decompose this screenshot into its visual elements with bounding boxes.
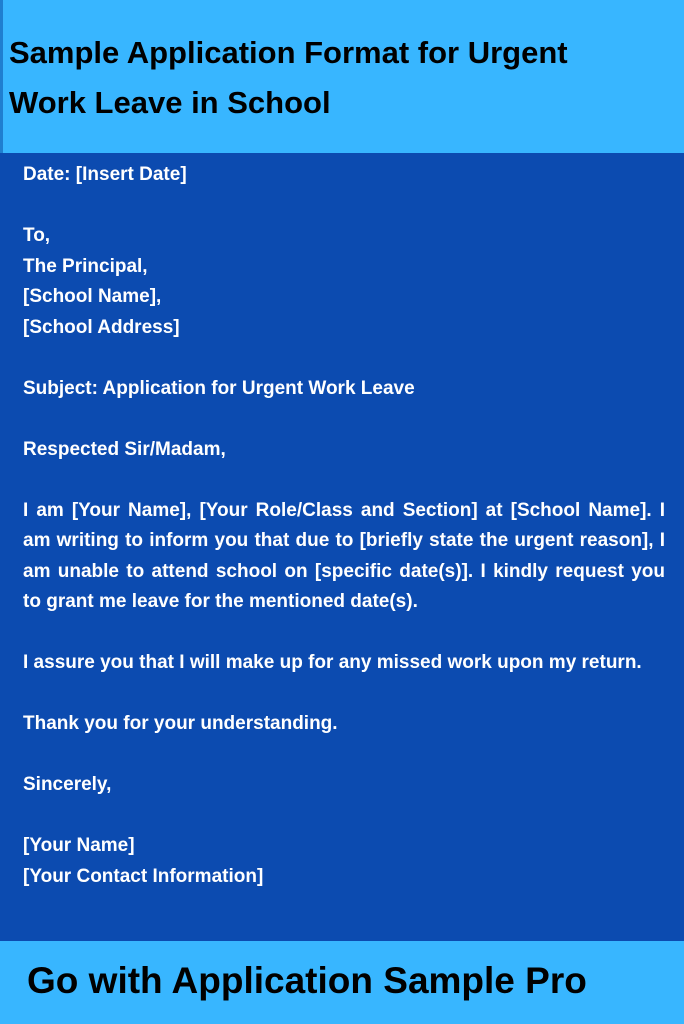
letter-school-name: [School Name], [23, 286, 162, 307]
letter-paragraph-1: I am [Your Name], [Your Role/Class and Section] at [School Name]. I am writing to inform you that due to [briefly state the urgent reason], I am unable to attend school on [specific date(s)]. I kindly request you to grant me leave for the mentioned date(s). [23, 499, 665, 612]
letter-date: Date: [Insert Date] [23, 164, 187, 185]
letter-subject: Subject: Application for Urgent Work Leave [23, 377, 415, 399]
footer-banner [0, 941, 684, 1024]
letter-recipient: The Principal, [23, 255, 148, 277]
letter-sender-name: [Your Name] [23, 835, 135, 856]
letter-closing: Sincerely, [23, 774, 112, 795]
page-title: Sample Application Format for Urgent Work Leave in School [9, 35, 568, 120]
letter-paragraph-2: I assure you that I will make up for any missed work upon my return. [23, 652, 642, 673]
footer-brand: Go with Application Sample Pro [27, 960, 587, 1001]
letter-salutation: Respected Sir/Madam, [23, 438, 226, 460]
header-banner [0, 0, 684, 153]
letter-to: To, [23, 225, 51, 246]
letter-school-address: [School Address] [23, 316, 180, 338]
letter-thanks: Thank you for your understanding. [23, 713, 338, 734]
letter-body [23, 160, 665, 892]
letter-sender-contact: [Your Contact Information] [23, 865, 264, 887]
